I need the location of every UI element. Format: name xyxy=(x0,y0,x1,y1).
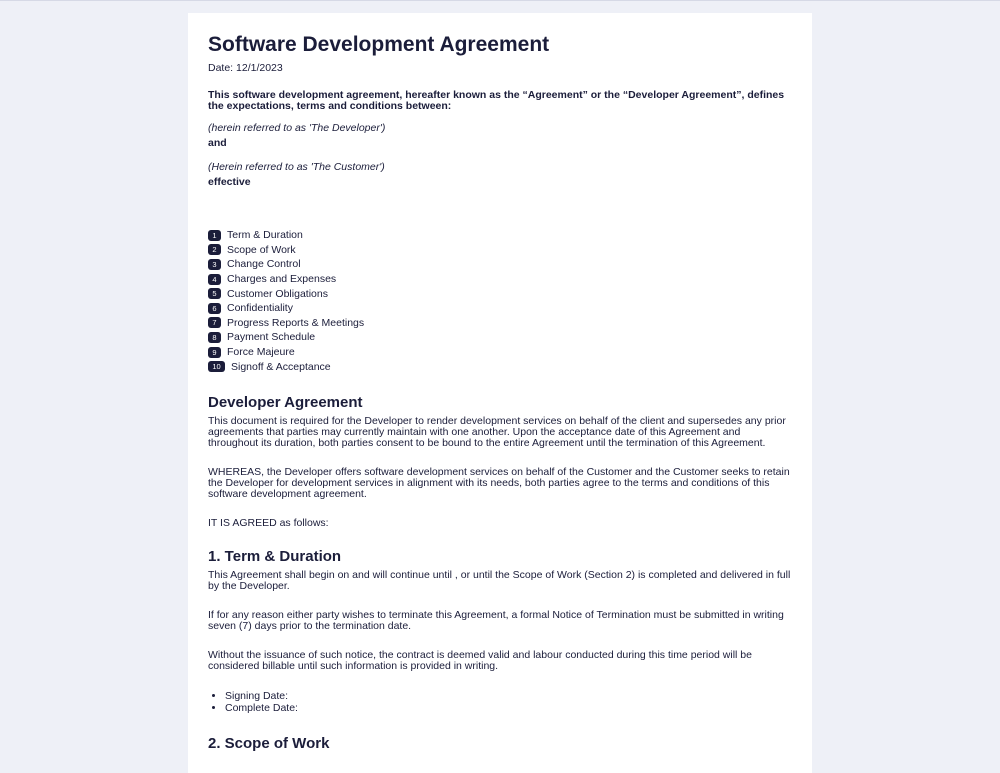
toc-number-badge: 4 xyxy=(208,274,221,285)
document-title: Software Development Agreement xyxy=(208,33,550,56)
date-list xyxy=(208,690,792,715)
list-item: • Signing Date: xyxy=(225,690,792,703)
table-of-contents xyxy=(208,228,792,374)
toc-label: Scope of Work xyxy=(227,243,296,256)
toc-label: Confidentiality xyxy=(227,302,293,315)
and-text: and xyxy=(208,137,227,149)
toc-item[interactable] xyxy=(208,345,792,360)
toc-number-badge: 7 xyxy=(208,317,221,328)
list-item: • Complete Date: xyxy=(225,702,792,715)
section-heading-developer-agreement: Developer Agreement xyxy=(208,393,363,411)
toc-item[interactable] xyxy=(208,359,792,374)
toc-number-badge: 3 xyxy=(208,259,221,270)
developer-reference: (herein referred to as 'The Developer') xyxy=(208,122,386,134)
customer-reference: (Herein referred to as 'The Customer') xyxy=(208,161,385,173)
document-date: Date: 12/1/2023 xyxy=(208,62,283,74)
toc-label: Payment Schedule xyxy=(227,331,316,344)
toc-number-badge: 6 xyxy=(208,303,221,314)
toc-item[interactable] xyxy=(208,228,792,243)
toc-label: Change Control xyxy=(227,258,301,271)
toc-item[interactable] xyxy=(208,257,792,272)
paragraph: If for any reason either party wishes to terminate this Agreement, a formal Notice of Termination must be submitted in writing seven (7) days prior to the termination date. xyxy=(208,608,784,632)
top-border xyxy=(0,0,1000,1)
toc-number-badge: 8 xyxy=(208,332,221,343)
toc-label: Force Majeure xyxy=(227,346,295,359)
toc-label: Progress Reports & Meetings xyxy=(227,316,365,329)
paragraph: IT IS AGREED as follows: xyxy=(208,516,329,529)
intro-text: This software development agreement, hereafter known as the “Agreement” or the “Developer Agreement”, defines the expectations, terms and conditions between: xyxy=(208,89,785,112)
toc-label: Term & Duration xyxy=(227,229,303,242)
toc-item[interactable] xyxy=(208,316,792,331)
paragraph: Without the issuance of such notice, the contract is deemed valid and labour conducted during this time period will be considered billable until such information is provided in writing. xyxy=(208,648,752,672)
toc-number-badge: 10 xyxy=(208,361,225,372)
toc-item[interactable] xyxy=(208,286,792,301)
paragraph: WHEREAS, the Developer offers software development services on behalf of the Customer and the Customer seeks to retain the Developer for development services in alignment with its needs, both parties agree to the terms and conditions of this software development agreement. xyxy=(208,465,790,500)
toc-item[interactable] xyxy=(208,301,792,316)
toc-label: Signoff & Acceptance xyxy=(231,360,331,373)
paragraph: This Agreement shall begin on and will continue until , or until the Scope of Work (Section 2) is completed and delivered in full by the Developer. xyxy=(208,568,791,592)
toc-number-badge: 2 xyxy=(208,244,221,255)
section-heading-scope-of-work: 2. Scope of Work xyxy=(208,734,330,752)
effective-text: effective xyxy=(208,176,251,188)
document-page xyxy=(188,13,812,773)
toc-number-badge: 5 xyxy=(208,288,221,299)
toc-number-badge: 1 xyxy=(208,230,221,241)
toc-label: Charges and Expenses xyxy=(227,273,337,286)
toc-item[interactable] xyxy=(208,330,792,345)
toc-item[interactable] xyxy=(208,272,792,287)
toc-item[interactable] xyxy=(208,243,792,258)
paragraph: This document is required for the Developer to render development services on behalf of the client and supersedes any prior agreements that parties may currently maintain with one another. Upon the acceptance date of this Agreement and throughout its duration, both parties consent to be bound to the entire Agreement until the termination of this Agreement. xyxy=(208,414,786,449)
toc-label: Customer Obligations xyxy=(227,287,328,300)
section-heading-term-duration: 1. Term & Duration xyxy=(208,547,342,565)
toc-number-badge: 9 xyxy=(208,347,221,358)
